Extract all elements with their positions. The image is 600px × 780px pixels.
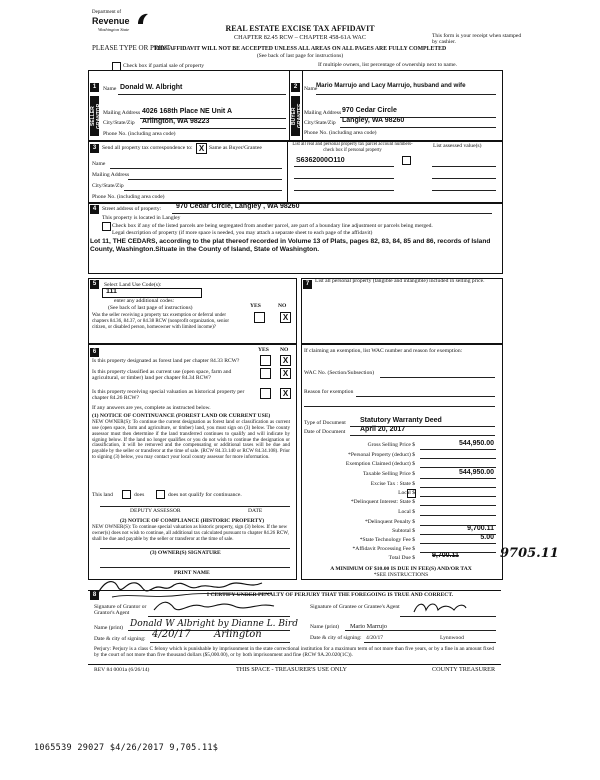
minimum-due-note: A MINIMUM OF $10.00 IS DUE IN FEE(S) AND/OR TAX [330, 566, 472, 572]
grantor-name-print: Donald W Albright by Dianne L. Bird [130, 619, 298, 629]
forest-no-header: NO [280, 347, 289, 353]
not-accepted-note: THIS AFFIDAVIT WILL NOT BE ACCEPTED UNLESS ALL AREAS ON ALL PAGES ARE FULLY COMPLETED [153, 46, 447, 52]
property-street: 970 Cedar Circle, Langley , WA 98260 [176, 203, 300, 210]
section-3-badge: 3 [90, 144, 99, 153]
notice2-title: (2) NOTICE OF COMPLIANCE (HISTORIC PROPERTY) [120, 518, 265, 524]
notice2-text: NEW OWNER(S): To continue special valuation as historic property, sign (3) below. If the new owner(s) does not wish to continue, all additional tax calculated pursuant to chapter 84.26 RCW, shall be due and payable by the seller or transferor at the time of sale. [92, 524, 289, 542]
seller-mailing-label: Mailing Address [103, 110, 141, 116]
seller-city: Arlington, WA 98223 [142, 118, 210, 125]
treasurer-space: THIS SPACE - TREASURER'S USE ONLY [236, 666, 348, 673]
forest-q3-yes[interactable] [260, 388, 271, 399]
grantee-name-print: Mario Marrujo [350, 623, 387, 630]
land-use-code-field[interactable] [102, 288, 202, 298]
land-does-not-checkbox[interactable] [156, 490, 165, 499]
forest-yes-header: YES [258, 347, 269, 353]
land-use-code: 111 [106, 288, 117, 295]
grantee-sign-city: Lynnwood [440, 635, 464, 641]
dept-line3: Washington State [98, 27, 130, 32]
forest-q1-yes[interactable] [260, 355, 271, 366]
gross-value: 544,950.00 [458, 440, 494, 447]
affidavit-fee-label: *Affidavit Processing Fee $ [352, 546, 415, 552]
section-2-badge: 2 [291, 83, 300, 92]
dept-name: Revenue [92, 16, 130, 26]
corr-city-label: City/State/Zip [92, 183, 124, 189]
grantee-date-city-label: Date & city of signing: [310, 635, 362, 641]
legal-description: Lot 11, THE CEDARS, according to the plat thereof recorded in Volume 13 of Plats, pages 82, 83, 84, 85 and 86, records of Island County, Washington.Situate in the County of Island, State of Washington. [90, 238, 491, 254]
section-7-badge: 7 [303, 280, 312, 289]
grantee-sig-label: Signature of Grantee or Grantee's Agent [310, 604, 400, 610]
gross-label: Gross Selling Price $ [367, 442, 415, 448]
seller-name: Donald W. Albright [120, 84, 183, 91]
reason-label: Reason for exemption [304, 389, 354, 395]
total-due-handwritten: 9705.11 [500, 546, 559, 561]
doc-type: Statutory Warranty Deed [360, 417, 442, 424]
form-chapter: CHAPTER 82.45 RCW – CHAPTER 458-61A WAC [234, 34, 366, 41]
seller-mailing: 4026 168th Place NE Unit A [142, 108, 233, 115]
located-in: This property is located in Langley [102, 215, 181, 221]
forest-q2-no[interactable]: X [280, 368, 291, 379]
exempt-deduct-label: Exemption Claimed (deduct) $ [345, 461, 415, 467]
exemption-question: Was the seller receiving a property tax exemption or deferral under chapters 84.36, 84.37, or 84.38 RCW (nonprofit organization, senior citizen, or disabled person, homeowner with limited income)? [92, 313, 230, 330]
perjury-certify: I CERTIFY UNDER PENALTY OF PERJURY THAT THE FOREGOING IS TRUE AND CORRECT. [206, 592, 454, 598]
subtotal-value: 9,700.11 [467, 525, 494, 532]
this-land-label: This land [92, 492, 113, 498]
land-use-no-header: NO [278, 303, 287, 309]
doc-date-label: Date of Document [304, 429, 346, 435]
deputy-assessor-label: DEPUTY ASSESSOR [130, 508, 181, 514]
grantor-sign-city: Arlington [214, 629, 262, 640]
revision-code: REV 84 0001a (6/26/14) [94, 667, 150, 673]
legal-note: Legal description of property (if more space is needed, you may attach a separate sheet to each page of the affidavit) [112, 230, 373, 236]
total-due-struck: 9,700.11 [432, 552, 459, 559]
seller-name-label: Name [103, 86, 117, 92]
forest-q2: Is this property classified as current use (open space, farm and agricultural, or timber) land per chapter 84.34 RCW? [92, 369, 232, 382]
washington-logo-icon [136, 12, 150, 26]
tech-fee-label: *State Technology Fee $ [359, 537, 415, 543]
grantor-name-print-label: Name (print) [94, 625, 124, 631]
doc-date: April 20, 2017 [360, 426, 406, 433]
segregated-checkbox[interactable] [102, 222, 111, 231]
buyer-side-label: BUYER GRANTEE [291, 96, 300, 136]
delinq-interest-label: *Delinquent Interest: State $ [350, 499, 415, 505]
land-use-label: Select Land Use Code(s): [104, 282, 162, 288]
deputy-date-label: DATE [248, 508, 263, 514]
section-6-badge: 6 [90, 348, 99, 357]
owner-signature-label: (3) OWNER(S) SIGNATURE [150, 550, 221, 556]
seller-city-label: City/State/Zip [103, 120, 135, 126]
same-as-buyer-checkbox[interactable]: X [196, 143, 207, 154]
grantee-name-print-label: Name (print) [310, 624, 340, 630]
parcel-number: S6362000O110 [296, 157, 345, 164]
partial-sale-label: Check box if partial sale of property [123, 63, 205, 69]
dor-logo [92, 10, 154, 36]
grantor-sig-label: Signature of Grantor or Grantor's Agent [94, 604, 147, 617]
seller-side-label: SELLER GRANTOR [90, 96, 99, 136]
corr-mailing-label: Mailing Address [92, 172, 130, 178]
excise-state-label: Excise Tax : State $ [370, 481, 415, 487]
same-as-buyer-label: Same as Buyer/Grantee [209, 145, 262, 151]
parcel-header: List all real and personal property tax parcel account numbers-check box if personal property [292, 142, 413, 153]
grantor-signature [150, 596, 290, 616]
forest-q1: Is this property designated as forest land per chapter 84.33 RCW? [92, 358, 240, 364]
personal-property-checkbox[interactable] [402, 156, 411, 165]
land-use-see-back: (See back of last page of instructions) [108, 305, 193, 311]
taxable-value: 544,950.00 [458, 469, 494, 476]
personal-deduct-label: *Personal Property (deduct) $ [348, 452, 415, 458]
grantor-sign-date: 4/20/17 [152, 629, 191, 640]
notice1-text: NEW OWNER(S): To continue the current designation as forest land or classification as current use (open space, farm and agriculture, or timber) land, you must sign on (3) below. The county assessor must then determine if the land transferred continues to qualify and will indicate by signing below. If the land no longer qualifies or you do not wish to continue the designation or classification, it will be removed and the compensating or additional taxes will be due and payable by the seller or transferor at the time of sale. (RCW 84.33.140 or RCW 84.34.108). Prior to signing (3) below, you may contact your local county assessor for more information. [92, 419, 290, 461]
form-title: REAL ESTATE EXCISE TAX AFFIDAVIT [225, 24, 375, 33]
total-due-label: Total Due $ [388, 555, 415, 561]
exemption-yes-checkbox[interactable] [254, 312, 265, 323]
dept-line1: Department of [92, 10, 122, 15]
subtotal-label: Subtotal $ [392, 528, 415, 534]
street-label: Street address of property: [102, 206, 162, 212]
forest-q2-yes[interactable] [260, 368, 271, 379]
buyer-mailing-label: Mailing Address [304, 110, 342, 116]
forest-q3-no[interactable]: X [280, 388, 291, 399]
doc-type-label: Type of Document [304, 420, 346, 426]
type-or-print: PLEASE TYPE OR PRINT [92, 44, 171, 52]
forest-q1-no[interactable]: X [280, 355, 291, 366]
section-5-badge: 5 [90, 280, 99, 289]
forest-if-yes: If any answers are yes, complete as instructed below. [92, 405, 211, 411]
exemption-claim-text: If claiming an exemption, list WAC number and reason for exemption: [304, 348, 463, 354]
personal-property-box [301, 278, 503, 345]
additional-codes: enter any additional codes: [114, 298, 175, 304]
land-does-checkbox[interactable] [122, 490, 131, 499]
buyer-city-label: City/State/Zip [304, 120, 336, 126]
excise-local-label: Local $ [398, 490, 415, 496]
assessed-header: List assessed value(s) [433, 143, 482, 149]
notice1-title: (1) NOTICE OF CONTINUANCE (FOREST LAND OR CURRENT USE) [92, 413, 271, 419]
send-to-label: Send all property tax correspondence to: [102, 145, 193, 151]
delinq-local-label: Local $ [398, 509, 415, 515]
personal-property-text: List all personal property (tangible and intangible) included in selling price. [315, 278, 485, 284]
taxable-label: Taxable Selling Price $ [363, 471, 415, 477]
see-back-note: (See back of last page for instructions) [256, 53, 344, 59]
land-use-yes-header: YES [250, 303, 261, 309]
wac-label: WAC No. (Section/Subsection) [304, 370, 375, 376]
segregated-note: Check box if any of the listed parcels are being segregated from another parcel, are part of a boundary line adjustment or parcels being merged. [112, 223, 433, 229]
land-does-label: does [134, 492, 145, 498]
buyer-name-label: Name [304, 86, 318, 92]
buyer-city: Langley, WA 98260 [342, 117, 405, 124]
section-1-badge: 1 [90, 83, 99, 92]
tech-fee-value: 5.00 [480, 534, 494, 541]
corr-phone-label: Phone No. (including area code) [92, 194, 165, 200]
grantee-signature [410, 598, 470, 616]
print-name-label: PRINT NAME [174, 570, 210, 576]
buyer-name: Mario Marrujo and Lacy Marrujo, husband and wife [316, 82, 466, 89]
section-8-badge: 8 [90, 591, 99, 600]
delinq-penalty-label: *Delinquent Penalty $ [364, 519, 415, 525]
grantee-sign-date: 4/20/17 [366, 635, 384, 641]
buyer-mailing: 970 Cedar Circle [342, 107, 397, 114]
county-treasurer: COUNTY TREASURER [432, 666, 496, 673]
grantor-date-city-label: Date & city of signing: [94, 636, 146, 642]
see-instructions-note: *SEE INSTRUCTIONS [373, 572, 429, 578]
buyer-phone-label: Phone No. (including area code) [304, 130, 377, 136]
forest-q3: Is this property receiving special valuation as historical property per chapter 84.26 RCW? [92, 389, 245, 402]
multiple-owners-note: If multiple owners, list percentage of ownership next to name. [318, 62, 458, 68]
receipt-note: This form is your receipt when stamped by cashier. [432, 33, 522, 46]
receipt-stamp: 1065539 29027 $4/26/2017 9,705.11$ [34, 743, 219, 753]
land-does-not-label: does not qualify for continuance. [168, 492, 242, 498]
exemption-no-checkbox[interactable]: X [280, 312, 291, 323]
perjury-text: Perjury: Perjury is a class C felony which is punishable by imprisonment in the state correctional institution for a maximum term of not more than five years, or by a fine in an amount fixed by the court of not more than five thousand dollars ($5,000.00), or by both imprisonment and fine (RCW 9A.20.020(1C)). [94, 646, 494, 659]
corr-name-label: Name [92, 161, 106, 167]
seller-phone-label: Phone No. (including area code) [103, 131, 176, 137]
section-4-badge: 4 [90, 205, 99, 214]
